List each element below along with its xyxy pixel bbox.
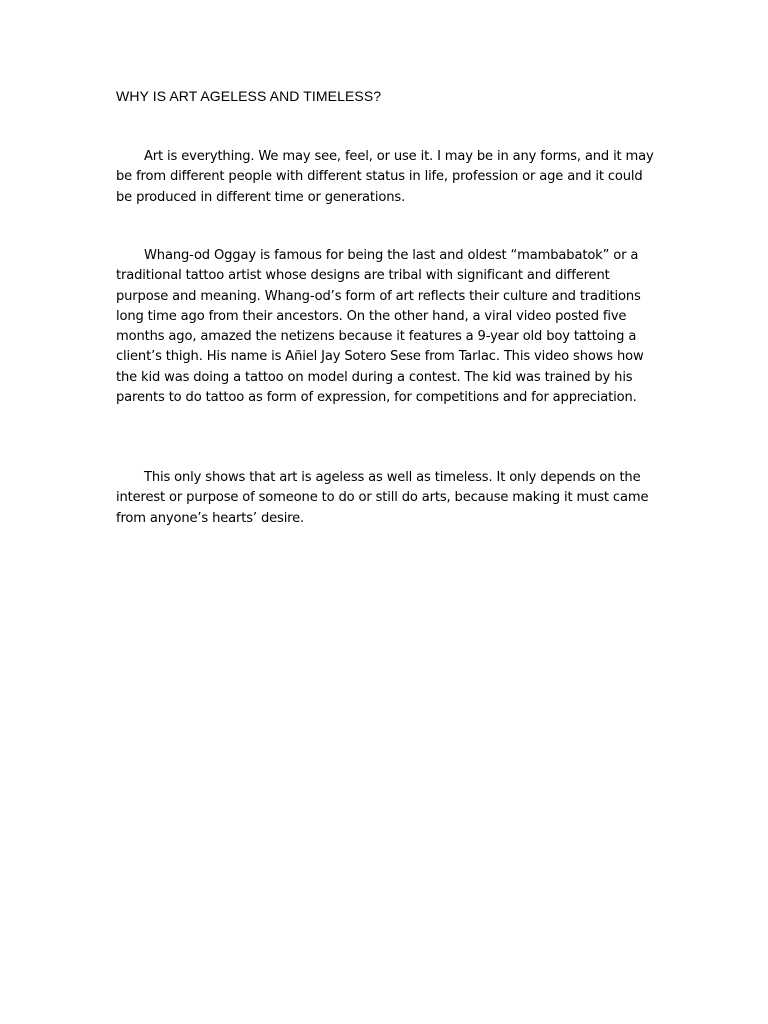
paragraph-2: Whang-od Oggay is famous for being the last and oldest “mambabatok” or a traditional tattoo artist whose designs are tribal with significant and different purpose and meaning. Whang-od’s form of art reflects their culture and traditions long time ago from their ancestors. On the other hand, a viral video posted five months ago, amazed the netizens because it features a 9-year old boy tattoing a client’s thigh. His name is Añiel Jay Sotero Sese from Tarlac. This video shows how the kid was doing a tattoo on model during a contest. The kid was trained by his parents to do tattoo as form of expression, for competitions and for appreciation. (116, 248, 644, 406)
paragraph-1: Art is everything. We may see, feel, or use it. I may be in any forms, and it may be from different people with different status in life, profession or age and it could be produced in different time or generations. (116, 149, 654, 205)
paragraph-3: This only shows that art is ageless as well as timeless. It only depends on the interest or purpose of someone to do or still do arts, because making it must came from anyone’s hearts’ desire. (116, 470, 649, 526)
document-title: WHY IS ART AGELESS AND TIMELESS? (116, 88, 382, 104)
